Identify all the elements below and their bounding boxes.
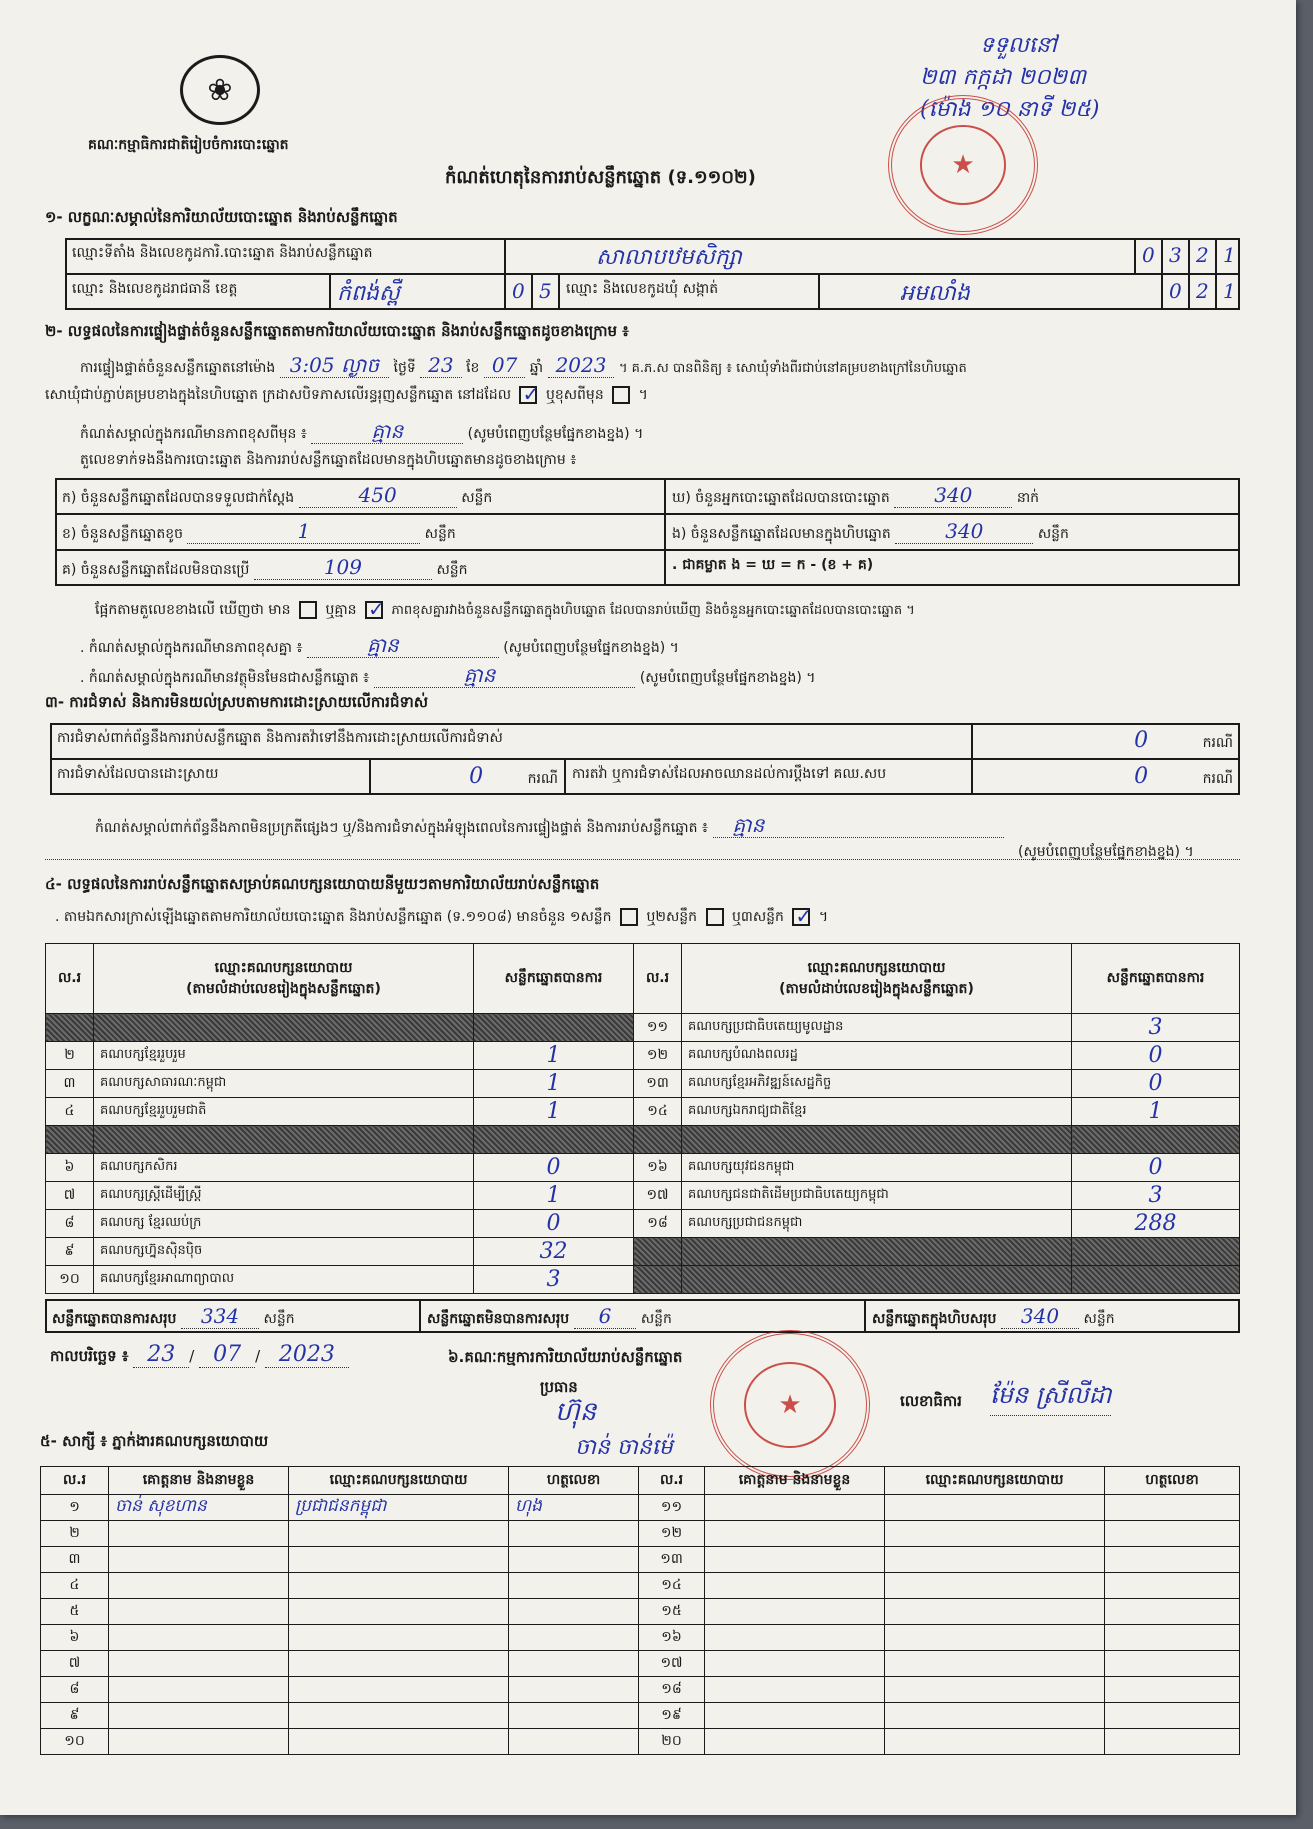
signoff-date: កាលបរិច្ឆេទ ៖ 23 / 07 / 2023	[50, 1342, 349, 1369]
witness-signature	[509, 1521, 639, 1547]
objection-row3-value-cell: 0 ករណី	[972, 759, 1240, 795]
witness-name	[705, 1547, 885, 1573]
party-row	[46, 1098, 1240, 1126]
party-name	[94, 1014, 474, 1042]
changed-checkbox[interactable]	[612, 386, 630, 404]
seal-line: សោឃុំជាប់ភ្ជាប់គម្របខាងក្នុងនៃហិបឆ្នោត ក្រដាសបិទភាសលើរន្ធរុញសន្លឹកឆ្នោត នៅដដែល ✓ ឬខុសពីមុន ។	[45, 385, 648, 406]
section2-title: ២- លទ្ធផលនៃការផ្ទៀងផ្ទាត់ចំនួនសន្លឹកឆ្នោតតាមការិយាល័យបោះឆ្នោត និងរាប់សន្លឹកឆ្នោតដូចខាងក្រោម ៖	[45, 322, 629, 340]
commune-code-0: 0	[1162, 274, 1189, 310]
witness-signature	[1105, 1599, 1240, 1625]
witness-name	[109, 1625, 289, 1651]
witness-name	[109, 1573, 289, 1599]
witness-name	[705, 1677, 885, 1703]
witness-party	[289, 1703, 509, 1729]
party-votes: 1	[474, 1042, 634, 1070]
witness-name	[705, 1625, 885, 1651]
party-name: គណបក្សប្រជាជនកម្ពុជា	[682, 1210, 1072, 1238]
witness-signature	[1105, 1547, 1240, 1573]
witness-signature	[1105, 1573, 1240, 1599]
party-no: ៣	[46, 1070, 94, 1098]
w-col-name-left: គោត្តនាម និងនាមខ្លួន	[109, 1467, 289, 1495]
party-no: ១៤	[634, 1098, 682, 1126]
seal-note-line: កំណត់សម្គាល់ក្នុងករណីមានភាពខុសពីមុន ៖ គ្មាន (សូមបំពេញបន្ថែមផ្នែកខាងខ្នង) ។	[80, 419, 644, 443]
witness-party	[289, 1677, 509, 1703]
province-value: កំពង់ស្ពឺ	[330, 274, 505, 310]
party-no: ១៣	[634, 1070, 682, 1098]
figures-intro: តួលេខទាក់ទងនឹងការបោះឆ្នោត និងការរាប់សន្លឹកឆ្នោតដែលមានក្នុងហិបឆ្នោតមានដូចខាងក្រោម ៖	[80, 452, 577, 468]
witness-no: ១៦	[639, 1625, 705, 1651]
witness-name	[705, 1521, 885, 1547]
party-votes: 1	[474, 1182, 634, 1210]
witness-signature: ហុង	[509, 1495, 639, 1521]
party-name: គណបក្សកសិករ	[94, 1154, 474, 1182]
witness-row	[41, 1521, 1240, 1547]
chair-name: ចាន់ ចាន់ម៉េ	[575, 1435, 673, 1460]
party-name: គណបក្សហ្វ៊ុនស៊ិនប៉ិច	[94, 1238, 474, 1266]
party-votes: 3	[1072, 1182, 1240, 1210]
party-no: ១១	[634, 1014, 682, 1042]
party-no	[634, 1238, 682, 1266]
witness-no: ១១	[639, 1495, 705, 1521]
party-name: គណបក្សខ្មែររួបរួម	[94, 1042, 474, 1070]
witness-no: ១៧	[639, 1651, 705, 1677]
witness-no: ១៨	[639, 1677, 705, 1703]
kha-row: ខ) ចំនួនសន្លឹកឆ្នោតខូច 1 សន្លឹក	[55, 514, 665, 550]
official-stamp-bottom: ★	[710, 1330, 870, 1480]
witness-row	[41, 1703, 1240, 1729]
witness-signature	[1105, 1625, 1240, 1651]
has-discrepancy-checkbox[interactable]	[299, 601, 317, 619]
party-votes	[1072, 1238, 1240, 1266]
party-votes	[474, 1014, 634, 1042]
party-name	[682, 1126, 1072, 1154]
witness-party	[289, 1521, 509, 1547]
witness-no: ១៤	[639, 1573, 705, 1599]
party-name: គណបក្សជនជាតិដើមប្រជាធិបតេយ្យកម្ពុជា	[682, 1182, 1072, 1210]
received-date: ២៣ កក្កដា ២០២៣	[920, 65, 1086, 90]
chair-signature: ហ៊ុន	[555, 1397, 597, 1427]
party-votes	[474, 1126, 634, 1154]
party-name: គណបក្សប្រជាធិបតេយ្យមូលដ្ឋាន	[682, 1014, 1072, 1042]
witness-no: ១២	[639, 1521, 705, 1547]
witness-no: ៨	[41, 1677, 109, 1703]
party-name: គណបក្សខ្មែរអាណាព្យាបាល	[94, 1266, 474, 1294]
party-no: ១២	[634, 1042, 682, 1070]
commune-value: អមលាំង	[819, 274, 1162, 310]
secretary-name: ម៉ែន ស្រីលីដា	[990, 1380, 1111, 1416]
witness-party	[885, 1573, 1105, 1599]
irregularity-note-suffix: (សូមបំពេញបន្ថែមផ្នែកខាងខ្នង) ។	[1018, 844, 1194, 860]
committee-label: ៦.គណៈកម្មការការិយាល័យរាប់សន្លឹកឆ្នោត	[448, 1348, 683, 1366]
party-name: គណបក្ស ខ្មែរឈប់ក្រ	[94, 1210, 474, 1238]
witness-row	[41, 1495, 1240, 1521]
party-no: ១០	[46, 1266, 94, 1294]
witness-name	[109, 1547, 289, 1573]
witness-no: ១៣	[639, 1547, 705, 1573]
col-votes-left: សន្លឹកឆ្នោតបានការ	[474, 944, 634, 1014]
party-row	[46, 1042, 1240, 1070]
witness-party	[885, 1547, 1105, 1573]
station-value: សាលាបឋមសិក្សា	[505, 238, 1135, 274]
witness-name	[705, 1495, 885, 1521]
witness-signature	[509, 1729, 639, 1755]
witness-party	[289, 1599, 509, 1625]
party-votes: 1	[474, 1070, 634, 1098]
party-no	[634, 1126, 682, 1154]
w-col-no-left: ល.រ	[41, 1467, 109, 1495]
witness-signature	[509, 1573, 639, 1599]
section4-title: ៤- លទ្ធផលនៃការរាប់សន្លឹកឆ្នោតសម្រាប់គណបក្សនយោបាយនីមួយៗតាមការិយាល័យរាប់សន្លឹកឆ្នោត	[45, 875, 600, 893]
witness-signature	[1105, 1495, 1240, 1521]
party-row	[46, 1210, 1240, 1238]
party-votes: 1	[474, 1098, 634, 1126]
w-col-party-left: ឈ្មោះគណបក្សនយោបាយ	[289, 1467, 509, 1495]
official-stamp-top: ★	[888, 95, 1038, 235]
verification-line: ការផ្ទៀងផ្ទាត់ចំនួនសន្លឹកឆ្នោតនៅម៉ោង 3:05 ល្ងាច ថ្ងៃទី 23 ខែ 07 ឆ្នាំ 2023 ។ គ.ភ.ស បានពិនិត្យ ៖ សោឃុំទាំងពីរជាប់នៅគម្របខាងក្រៅនៃហិបឆ្នោត	[80, 353, 967, 377]
witness-row	[41, 1573, 1240, 1599]
party-no: ១៧	[634, 1182, 682, 1210]
witness-party	[289, 1547, 509, 1573]
witness-signature	[1105, 1677, 1240, 1703]
ko-row: គ) ចំនួនសន្លឹកឆ្នោតដែលមិនបានប្រើ 109 សន្លឹក	[55, 550, 665, 586]
witness-signature	[1105, 1703, 1240, 1729]
section5-title: ៥- សាក្សី ៖ ភ្នាក់ងារគណបក្សនយោបាយ	[40, 1432, 269, 1450]
party-name: គណបក្សសាធារណៈកម្ពុជា	[94, 1070, 474, 1098]
national-emblem-icon: ❀	[180, 55, 260, 125]
witness-party	[885, 1521, 1105, 1547]
party-no	[634, 1266, 682, 1294]
one-sheet-checkbox[interactable]	[620, 908, 638, 926]
witness-party	[885, 1677, 1105, 1703]
objection-row1-label: ការជំទាស់ពាក់ព័ន្ធនឹងការរាប់សន្លឹកឆ្នោត និងការតវ៉ាទៅនឹងការដោះស្រាយលើការជំទាស់	[50, 723, 972, 759]
chair-label: ប្រធាន	[540, 1378, 578, 1396]
seal-note-value: គ្មាន	[311, 419, 463, 444]
witness-row	[41, 1599, 1240, 1625]
witness-name	[109, 1729, 289, 1755]
witness-signature	[1105, 1521, 1240, 1547]
party-votes: 3	[1072, 1014, 1240, 1042]
witness-no: ៣	[41, 1547, 109, 1573]
party-name: គណបក្សខ្មែរអភិវឌ្ឍន៍សេដ្ឋកិច្ច	[682, 1070, 1072, 1098]
witness-row	[41, 1625, 1240, 1651]
party-row	[46, 1126, 1240, 1154]
irregularity-note: កំណត់សម្គាល់ពាក់ព័ន្ធនឹងភាពមិនប្រក្រតីផ្សេងៗ ឬ/និងការជំទាស់ក្នុងអំឡុងពេលនៃការផ្ទៀងផ្ទាត់ និងការរាប់សន្លឹកឆ្នោត ៖ គ្មាន	[95, 812, 1004, 842]
witness-party	[289, 1573, 509, 1599]
total-invalid: សន្លឹកឆ្នោតមិនបានការសរុប 6 សន្លឹក	[420, 1299, 865, 1333]
commune-code-2: 1	[1216, 274, 1240, 310]
objection-row3-label: ការតវ៉ា ឬការជំទាស់ដែលអាចឈានដល់ការប្តឹងទៅ គឈ.សប	[565, 759, 972, 795]
station-label: ឈ្មោះទីតាំង និងលេខកូដការិ.បោះឆ្នោត និងរាប់សន្លឹកឆ្នោត	[65, 238, 505, 274]
w-col-sign-right: ហត្ថលេខា	[1105, 1467, 1240, 1495]
witness-table	[40, 1466, 1240, 1755]
party-name: គណបក្សយុវជនកម្ពុជា	[682, 1154, 1072, 1182]
party-name	[94, 1126, 474, 1154]
discrepancy-note: . កំណត់សម្គាល់ក្នុងករណីមានភាពខុសគ្នា ៖ គ្មាន (សូមបំពេញបន្ថែមផ្នែកខាងខ្នង) ។	[80, 633, 679, 657]
party-no: ១៦	[634, 1154, 682, 1182]
witness-row	[41, 1729, 1240, 1755]
party-no: ៧	[46, 1182, 94, 1210]
w-col-no-right: ល.រ	[639, 1467, 705, 1495]
witness-no: ៥	[41, 1599, 109, 1625]
party-no	[46, 1014, 94, 1042]
ngo-row: ង) ចំនួនសន្លឹកឆ្នោតដែលមានក្នុងហិបឆ្នោត 340 សន្លឹក	[665, 514, 1240, 550]
party-votes: 0	[1072, 1154, 1240, 1182]
witness-signature	[509, 1547, 639, 1573]
witness-signature	[1105, 1651, 1240, 1677]
witness-row	[41, 1547, 1240, 1573]
party-row	[46, 1266, 1240, 1294]
witness-row	[41, 1677, 1240, 1703]
party-no: ៨	[46, 1210, 94, 1238]
witness-signature	[509, 1625, 639, 1651]
witness-no: ៦	[41, 1625, 109, 1651]
verification-time: 3:05 ល្ងាច	[280, 353, 389, 378]
party-name: គណបក្សស្ត្រីដើម្បីស្ត្រី	[94, 1182, 474, 1210]
witness-no: ២០	[639, 1729, 705, 1755]
col-votes-right: សន្លឹកឆ្នោតបានការ	[1072, 944, 1240, 1014]
party-votes: 1	[1072, 1098, 1240, 1126]
witness-no: ២	[41, 1521, 109, 1547]
party-row	[46, 1238, 1240, 1266]
received-label: ទទួលនៅ	[980, 33, 1057, 58]
witness-name	[705, 1651, 885, 1677]
verification-day: 23	[420, 353, 461, 378]
w-col-sign-left: ហត្ថលេខា	[509, 1467, 639, 1495]
col-no-left: ល.រ	[46, 944, 94, 1014]
witness-signature	[509, 1651, 639, 1677]
witness-name	[109, 1521, 289, 1547]
received-time: (ម៉ោង ១០ នាទី ២៥)	[920, 97, 1100, 122]
party-no: ១៨	[634, 1210, 682, 1238]
witness-no: ៧	[41, 1651, 109, 1677]
form-sheet: ❀ គណៈកម្មាធិការជាតិរៀបចំការបោះឆ្នោត ទទួលនៅ ២៣ កក្កដា ២០២៣ (ម៉ោង ១០ នាទី ២៥) ★ កំណត់ហេតុនៃការរាប់សន្លឹកឆ្នោត (ទ.១១០២) ១- លក្ខណៈសម្គាល់នៃការិយាល័យបោះឆ្នោត និងរាប់សន្លឹកឆ្នោត ឈ្មោះទីតាំង និងលេខកូដការិ.បោះឆ្នោត និងរាប់សន្លឹកឆ្នោត សាលាបឋមសិក្សា 0 3 2 1 ឈ្មោះ និងលេខកូដរាជធានី ខេត្ត កំពង់ស្ពឺ 0 5 ឈ្មោះ និងលេខកូដឃុំ សង្កាត់ អមលាំង 0 2 1 ២- លទ្ធផលនៃការផ្ទៀងផ្ទាត់ចំនួនសន្លឹកឆ្នោតតាមការិយាល័យបោះឆ្នោត និងរាប់សន្លឹកឆ្នោតដូចខាងក្រោម ៖ ការផ្ទៀងផ្ទាត់ចំនួនសន្លឹកឆ្នោតនៅម៉ោង 3:05 ល្ងាច ថ្ងៃទី 23 ខែ 07 ឆ្នាំ 2023 ។ គ.ភ.ស បានពិនិត្យ ៖ សោឃុំទាំងពីរជាប់នៅគម្របខាងក្រៅនៃហិបឆ្នោត សោឃុំជាប់ភ្ជាប់គម្របខាងក្នុងនៃហិបឆ្នោត ក្រដាសបិទភាសលើរន្ធរុញសន្លឹកឆ្នោត នៅដដែល ✓ ឬខុសពីមុន ។ កំណត់សម្គាល់ក្នុងករណីមានភាពខុសពីមុន ៖ គ្មាន (សូមបំពេញបន្ថែមផ្នែកខាងខ្នង) ។ តួលេខទាក់ទងនឹងការបោះឆ្នោត និងការរាប់សន្លឹកឆ្នោតដែលមានក្នុងហិបឆ្នោតមានដូចខាងក្រោម ៖ ក) ចំនួនសន្លឹកឆ្នោតដែលបានទទួលជាក់ស្តែង 450 សន្លឹក ខ) ចំនួនសន្លឹកឆ្នោតខូច 1 សន្លឹក គ) ចំនួនសន្លឹកឆ្នោតដែលមិនបានប្រើ 109 សន្លឹក ឃ) ចំនួនអ្នកបោះឆ្នោតដែលបានបោះឆ្នោត 340 នាក់ ង) ចំនួនសន្លឹកឆ្នោតដែលមានក្នុងហិបឆ្នោត 340 សន្លឹក . ជាគម្លាត ង = ឃ = ក - (ខ + គ) ផ្អែកតាមតួលេខខាងលើ ឃើញថា មាន ឬគ្មាន ✓ ភាពខុសគ្នារវាងចំនួនសន្លឹកឆ្នោតក្នុងហិបឆ្នោត ដែលបានរាប់ឃើញ និងចំនួនអ្នកបោះឆ្នោតដែលបានបោះឆ្នោត ។ . កំណត់សម្គាល់ក្នុងករណីមានភាពខុសគ្នា ៖ គ្មាន (សូមបំពេញបន្ថែមផ្នែកខាងខ្នង) ។ . កំណត់សម្គាល់ក្នុងករណីមានវត្ថុមិនមែនជាសន្លឹកឆ្នោត ៖ គ្មាន (សូមបំពេញបន្ថែមផ្នែកខាងខ្នង) ។ ៣- ការជំទាស់ និងការមិនយល់ស្របតាមការដោះស្រាយលើការជំទាស់ ការជំទាស់ពាក់ព័ន្ធនឹងការរាប់សន្លឹកឆ្នោត និងការតវ៉ាទៅនឹងការដោះស្រាយលើការជំទាស់ 0 ករណី ការជំទាស់ដែលបានដោះស្រាយ 0 ករណី ការតវ៉ា ឬការជំទាស់ដែលអាចឈានដល់ការប្តឹងទៅ គឈ.សប 0 ករណី កំណត់សម្គាល់ពាក់ព័ន្ធនឹងភាពមិនប្រក្រតីផ្សេងៗ ឬ/និងការជំទាស់ក្នុងអំឡុងពេលនៃការផ្ទៀងផ្ទាត់ និងការរាប់សន្លឹកឆ្នោត ៖ គ្មាន (សូមបំពេញបន្ថែមផ្នែកខាងខ្នង) ។ ៤- លទ្ធផលនៃការរាប់សន្លឹកឆ្នោតសម្រាប់គណបក្សនយោបាយនីមួយៗតាមការិយាល័យរាប់សន្លឹកឆ្នោត . តាមឯកសារក្រាស់ឡើងឆ្នោតតាមការិយាល័យបោះឆ្នោត និងរាប់សន្លឹកឆ្នោត (ទ.១១០៨) មានចំនួន ១សន្លឹក ឬ២សន្លឹក ឬ៣សន្លឹក ✓ ។ ល.រ ឈ្មោះគណបក្សនយោបាយ (តាមលំដាប់លេខរៀងក្នុងសន្លឹកឆ្នោត) សន្លឹកឆ្នោតបានការ ល.រ ឈ្មោះគណបក្សនយោបាយ (តាមលំដាប់លេខរៀងក្នុងសន្លឹកឆ្នោត) សន្លឹកឆ្នោតបានការ ១១ គណបក្សប្រជាធិបតេយ្យមូលដ្ឋាន 3 ២ គណបក្សខ្មែររួបរួម 1 ១២ គណបក្សបំណងពលរដ្ឋ 0 ៣ គណបក្សសាធារណៈកម្ពុជា 1 ១៣ គណបក្សខ្មែរអភិវឌ្ឍន៍សេដ្ឋកិច្ច 0 ៤ គណបក្សខ្មែររួបរួមជាតិ 1 ១៤ គណបក្សឯករាជ្យជាតិខ្មែរ 1 ៦ គណបក្សកសិករ 0 ១៦ គណបក្សយុវជនកម្ពុជា 0 ៧ គណបក្សស្ត្រីដើម្បីស្ត្រី 1 ១៧ គណបក្សជនជាតិដើមប្រជាធិបតេយ្យកម្ពុជា 3 ៨ គណបក្ស ខ្មែរឈប់ក្រ 0 ១៨ គណបក្សប្រជាជនកម្ពុជា 288 ៩ គណបក្សហ្វ៊ុនស៊ិនប៉ិច 32 ១០ គណបក្សខ្មែរអាណាព្យាបាល 3 សន្លឹកឆ្នោតបានការសរុប 334 សន្លឹក សន្លឹកឆ្នោតមិនបានការសរុប 6 សន្លឹក សន្លឹកឆ្នោតក្នុងហិបសរុប 340 សន្លឹក កាលបរិច្ឆេទ ៖ 23 / 07 / 2023 ៦.គណៈកម្មការការិយាល័យរាប់សន្លឹកឆ្នោត ប្រធាន ហ៊ុន ចាន់ ចាន់ម៉េ ★ លេខាធិការ ម៉ែន ស្រីលីដា ៥- សាក្សី ៖ ភ្នាក់ងារគណបក្សនយោបាយ ល.រ គោត្តនាម និងនាមខ្លួន ឈ្មោះគណបក្សនយោបាយ ហត្ថលេខា ល.រ គោត្តនាម និងនាមខ្លួន ឈ្មោះគណបក្សនយោបាយ ហត្ថលេខា ១ ចាន់ សុខហាន ប្រជាជនកម្ពុជា ហុង ១១ ២ ១២ ៣ ១៣ ៤ ១៤ ៥ ១៥ ៦ ១៦ ៧ ១៧ ៨ ១៨ ៩ ១៩ ១០ ២០	[0, 0, 1296, 1815]
party-votes: 3	[474, 1266, 634, 1294]
section3-title: ៣- ការជំទាស់ និងការមិនយល់ស្របតាមការដោះស្រាយលើការជំទាស់	[45, 693, 429, 711]
province-code-0: 0	[505, 274, 532, 310]
party-votes: 0	[1072, 1042, 1240, 1070]
secretary-label: លេខាធិការ	[900, 1392, 962, 1410]
witness-name	[705, 1703, 885, 1729]
party-votes: 32	[474, 1238, 634, 1266]
witness-name	[109, 1651, 289, 1677]
party-no: ៦	[46, 1154, 94, 1182]
province-code-1: 5	[532, 274, 559, 310]
party-row	[46, 1070, 1240, 1098]
witness-no: ១០	[41, 1729, 109, 1755]
witness-no: ១៥	[639, 1599, 705, 1625]
party-name: គណបក្សខ្មែររួបរួមជាតិ	[94, 1098, 474, 1126]
witness-name	[705, 1573, 885, 1599]
witness-name	[109, 1599, 289, 1625]
col-party-left: ឈ្មោះគណបក្សនយោបាយ (តាមលំដាប់លេខរៀងក្នុងសន្លឹកឆ្នោត)	[94, 944, 474, 1014]
witness-signature	[509, 1703, 639, 1729]
party-results-table	[45, 943, 1240, 1294]
party-votes: 0	[474, 1154, 634, 1182]
total-in-box: សន្លឹកឆ្នោតក្នុងហិបសរុប 340 សន្លឹក	[865, 1299, 1240, 1333]
party-name: គណបក្សបំណងពលរដ្ឋ	[682, 1042, 1072, 1070]
verification-year: 2023	[548, 353, 615, 378]
witness-name	[109, 1677, 289, 1703]
witness-party	[885, 1495, 1105, 1521]
party-votes	[1072, 1266, 1240, 1294]
kho-row: ឃ) ចំនួនអ្នកបោះឆ្នោតដែលបានបោះឆ្នោត 340 នាក់	[665, 478, 1240, 514]
envelope-line: . តាមឯកសារក្រាស់ឡើងឆ្នោតតាមការិយាល័យបោះឆ្នោត និងរាប់សន្លឹកឆ្នោត (ទ.១១០៨) មានចំនួន ១សន្លឹក ឬ២សន្លឹក ឬ៣សន្លឹក ✓ ។	[55, 907, 828, 928]
col-no-right: ល.រ	[634, 944, 682, 1014]
witness-party: ប្រជាជនកម្ពុជា	[289, 1495, 509, 1521]
witness-name: ចាន់ សុខហាន	[109, 1495, 289, 1521]
party-row	[46, 1182, 1240, 1210]
party-name	[682, 1266, 1072, 1294]
party-no: ២	[46, 1042, 94, 1070]
discrepancy-line: ផ្អែកតាមតួលេខខាងលើ ឃើញថា មាន ឬគ្មាន ✓ ភាពខុសគ្នារវាងចំនួនសន្លឹកឆ្នោតក្នុងហិបឆ្នោត ដែលបានរាប់ឃើញ និងចំនួនអ្នកបោះឆ្នោតដែលបានបោះឆ្នោត ។	[95, 600, 915, 621]
unchanged-checkbox[interactable]	[519, 386, 537, 404]
section1-title: ១- លក្ខណៈសម្គាល់នៃការិយាល័យបោះឆ្នោត និងរាប់សន្លឹកឆ្នោត	[45, 208, 398, 226]
province-label: ឈ្មោះ និងលេខកូដរាជធានី ខេត្ត	[65, 274, 330, 310]
witness-party	[289, 1729, 509, 1755]
witness-party	[885, 1625, 1105, 1651]
col-party-right: ឈ្មោះគណបក្សនយោបាយ (តាមលំដាប់លេខរៀងក្នុងសន្លឹកឆ្នោត)	[682, 944, 1072, 1014]
witness-no: ៩	[41, 1703, 109, 1729]
commune-code-1: 2	[1189, 274, 1216, 310]
witness-party	[885, 1729, 1105, 1755]
witness-no: ១	[41, 1495, 109, 1521]
two-sheet-checkbox[interactable]	[706, 908, 724, 926]
objection-row2-value-cell: 0 ករណី	[370, 759, 565, 795]
form-title: កំណត់ហេតុនៃការរាប់សន្លឹកឆ្នោត (ទ.១១០២)	[445, 167, 756, 188]
witness-signature	[509, 1677, 639, 1703]
witness-name	[705, 1599, 885, 1625]
witness-no: ១៩	[639, 1703, 705, 1729]
verification-month: 07	[484, 353, 525, 378]
party-no	[46, 1126, 94, 1154]
party-votes: 288	[1072, 1210, 1240, 1238]
ka-row: ក) ចំនួនសន្លឹកឆ្នោតដែលបានទទួលជាក់ស្តែង 450 សន្លឹក	[55, 478, 665, 514]
witness-signature	[509, 1599, 639, 1625]
witness-row	[41, 1651, 1240, 1677]
foreign-object-note: . កំណត់សម្គាល់ក្នុងករណីមានវត្ថុមិនមែនជាសន្លឹកឆ្នោត ៖ គ្មាន (សូមបំពេញបន្ថែមផ្នែកខាងខ្នង) ។	[80, 663, 816, 687]
witness-party	[885, 1703, 1105, 1729]
witness-party	[289, 1651, 509, 1677]
three-sheet-checkbox[interactable]	[792, 908, 810, 926]
institution-name: គណៈកម្មាធិការជាតិរៀបចំការបោះឆ្នោត	[88, 137, 289, 153]
objection-row1-value-cell: 0 ករណី	[972, 723, 1240, 759]
formula: . ជាគម្លាត ង = ឃ = ក - (ខ + គ)	[665, 550, 1240, 586]
witness-no: ៤	[41, 1573, 109, 1599]
party-no: ៤	[46, 1098, 94, 1126]
witness-party	[885, 1599, 1105, 1625]
w-col-name-right: គោត្តនាម និងនាមខ្លួន	[705, 1467, 885, 1495]
party-votes: 0	[474, 1210, 634, 1238]
party-no: ៩	[46, 1238, 94, 1266]
objection-row2-label: ការជំទាស់ដែលបានដោះស្រាយ	[50, 759, 370, 795]
witness-party	[885, 1651, 1105, 1677]
party-name: គណបក្សឯករាជ្យជាតិខ្មែរ	[682, 1098, 1072, 1126]
commune-label: ឈ្មោះ និងលេខកូដឃុំ សង្កាត់	[559, 274, 819, 310]
witness-name	[109, 1703, 289, 1729]
no-discrepancy-checkbox[interactable]	[365, 601, 383, 619]
w-col-party-right: ឈ្មោះគណបក្សនយោបាយ	[885, 1467, 1105, 1495]
party-name	[682, 1238, 1072, 1266]
witness-signature	[1105, 1729, 1240, 1755]
party-row	[46, 1154, 1240, 1182]
total-valid: សន្លឹកឆ្នោតបានការសរុប 334 សន្លឹក	[45, 1299, 420, 1333]
party-votes: 0	[1072, 1070, 1240, 1098]
party-row	[46, 1014, 1240, 1042]
witness-party	[289, 1625, 509, 1651]
party-votes	[1072, 1126, 1240, 1154]
witness-name	[705, 1729, 885, 1755]
